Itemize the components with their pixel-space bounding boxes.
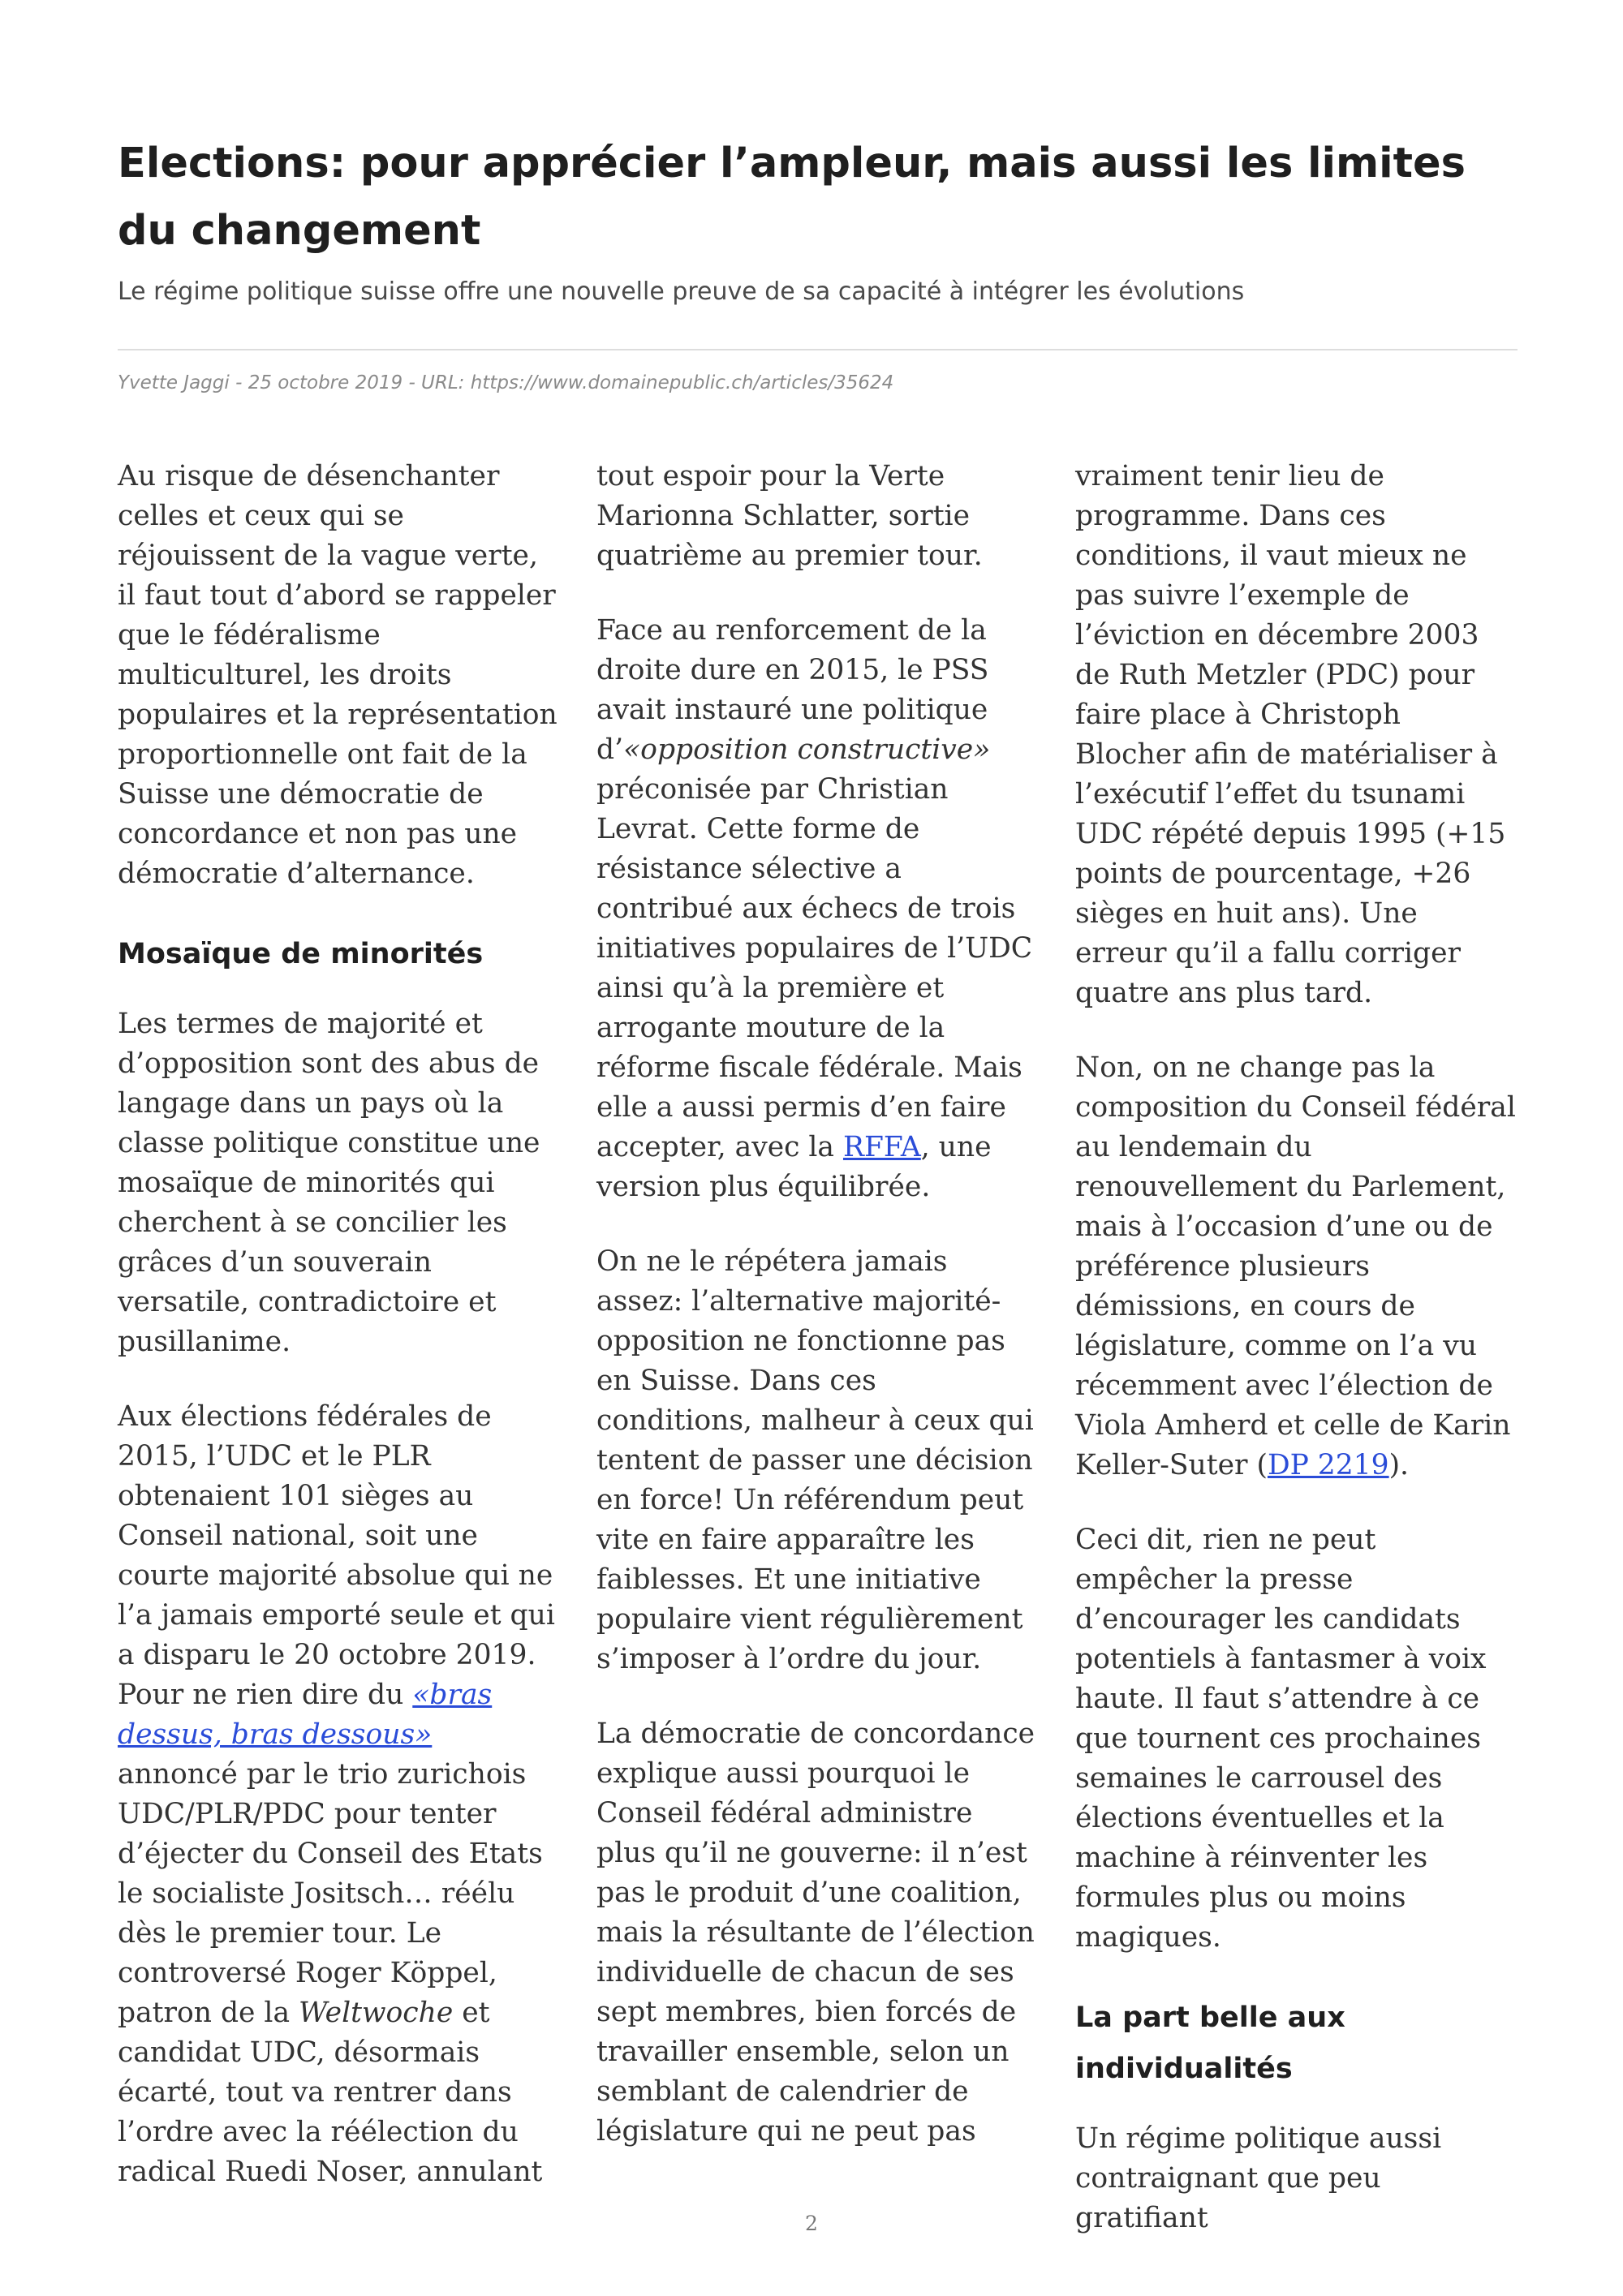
paragraph: Les termes de majorité et d’opposition sont des abus de langage dans un pays où la classe politique constitue une mosaïque de minorités qui cherchent à se concilier les grâces d’un souverain versatile, contradictoire et pusillanime.	[118, 1008, 540, 1358]
paragraph: La démocratie de concordance explique aussi pourquoi le Conseil fédéral administre plus qu’il ne gouverne: il n’est pas le produit d’une coalition, mais la résultante de l’élection individuelle de chacun de ses sept membres, bien forcés de travailler ensemble, selon un semblant de calendrier de législature qui ne peut pas	[596, 1718, 1035, 2148]
text-run: et candidat UDC, désormais écarté, tout va rentrer dans l’ordre avec la réélection du radical Ruedi Noser, annulant	[118, 1997, 543, 2188]
column-3	[1075, 457, 1518, 2273]
paragraph: Au risque de désenchanter celles et ceux qui se réjouissent de la vague verte, il faut tout d’abord se rappeler que le fédéralisme multiculturel, les droits populaires et la représentation proportionnelle ont fait de la Suisse une démocratie de concordance et non pas une démocratie d’alternance.	[118, 460, 558, 890]
rffa-link[interactable]: RFFA	[842, 1131, 921, 1163]
article-subtitle: Le régime politique suisse offre une nouvelle preuve de sa capacité à intégrer les évolutions	[118, 277, 1245, 306]
text-run: Non, on ne change pas la composition du Conseil fédéral au lendemain du renouvellement du Parlement, mais à l’occasion d’une ou de préférence plusieurs démissions, en cours de législature, comme on l’a vu récemment avec l’élection de Viola Amherd et celle de Karin Keller-Suter (	[1075, 1051, 1516, 1481]
link-text: «bras dessus, bras dessous»	[118, 1679, 493, 1751]
dp-2219-link[interactable]: DP 2219	[1267, 1449, 1389, 1481]
article-meta: Yvette Jaggi - 25 octobre 2019 - URL: https://www.domainepublic.ch/articles/35624	[118, 372, 894, 393]
paragraph: On ne le répétera jamais assez: l’alternative majorité-opposition ne fonctionne pas en Suisse. Dans ces conditions, malheur à ceux qui tentent de passer une décision en force! Un référendum peut vite en faire apparaître les faiblesses. Et une initiative populaire vient régulièrement s’imposer à l’ordre du jour.	[596, 1245, 1034, 1675]
paragraph	[1075, 1048, 1518, 1486]
section-heading: Mosaïque de minorités	[118, 938, 484, 970]
paragraph	[596, 611, 1039, 1207]
paragraph: Un régime politique aussi contraignant que peu gratifiant	[1075, 2122, 1442, 2234]
text-run: annoncé par le trio zurichois UDC/PLR/PDC pour tenter d’éjecter du Conseil des Etats le socialiste Jositsch… réélu dès le premier tour. Le controversé Roger Köppel, patron de la	[118, 1758, 543, 2029]
column-1	[118, 457, 560, 2227]
header-divider	[118, 349, 1518, 350]
text-run: ).	[1388, 1449, 1410, 1481]
text-run: préconisée par Christian Levrat. Cette forme de résistance sélective a contribué aux échecs de trois initiatives populaires de l’UDC ainsi qu’à la première et arrogante mouture de la réforme fiscale fédérale. Mais elle a aussi permis d’en faire accepter, avec la	[596, 773, 1033, 1163]
paragraph: Ceci dit, rien ne peut empêcher la presse d’encourager les candidats potentiels à fantasmer à voix haute. Il faut s’attendre à ce que tournent ces prochaines semaines le carrousel des élections éventuelles et la machine à réinventer les formules plus ou moins magiques.	[1075, 1524, 1487, 1954]
column-2	[596, 457, 1039, 2186]
text-run: , une version plus équilibrée.	[596, 1131, 992, 1203]
section-heading: La part belle aux individualités	[1075, 2001, 1345, 2085]
paragraph	[118, 1397, 560, 2192]
emphasis-text: «opposition constructive»	[623, 733, 991, 766]
paragraph: vraiment tenir lieu de programme. Dans ces conditions, il vaut mieux ne pas suivre l’exemple de l’éviction en décembre 2003 de Ruth Metzler (PDC) pour faire place à Christoph Blocher afin de matérialiser à l’exécutif l’effet du tsunami UDC répété depuis 1995 (+15 points de pourcentage, +26 sièges en huit ans). Une erreur qu’il a fallu corriger quatre ans plus tard.	[1075, 460, 1506, 1009]
text-run: Face au renforcement de la droite dure en 2015, le PSS avait instauré une politique d’	[596, 614, 989, 766]
paragraph: tout espoir pour la Verte Marionna Schlatter, sortie quatrième au premier tour.	[596, 460, 983, 572]
text-run: Aux élections fédérales de 2015, l’UDC et le PLR obtenaient 101 sièges au Conseil national, soit une courte majorité absolue qui ne l’a jamais emporté seule et qui a disparu le 20 octobre 2019. Pour ne rien dire du	[118, 1400, 555, 1711]
emphasis-text: Weltwoche	[299, 1997, 454, 2029]
page-number: 2	[805, 2212, 818, 2235]
article-title: Elections: pour apprécier l’ampleur, mais aussi les limites du changement	[118, 140, 1466, 255]
